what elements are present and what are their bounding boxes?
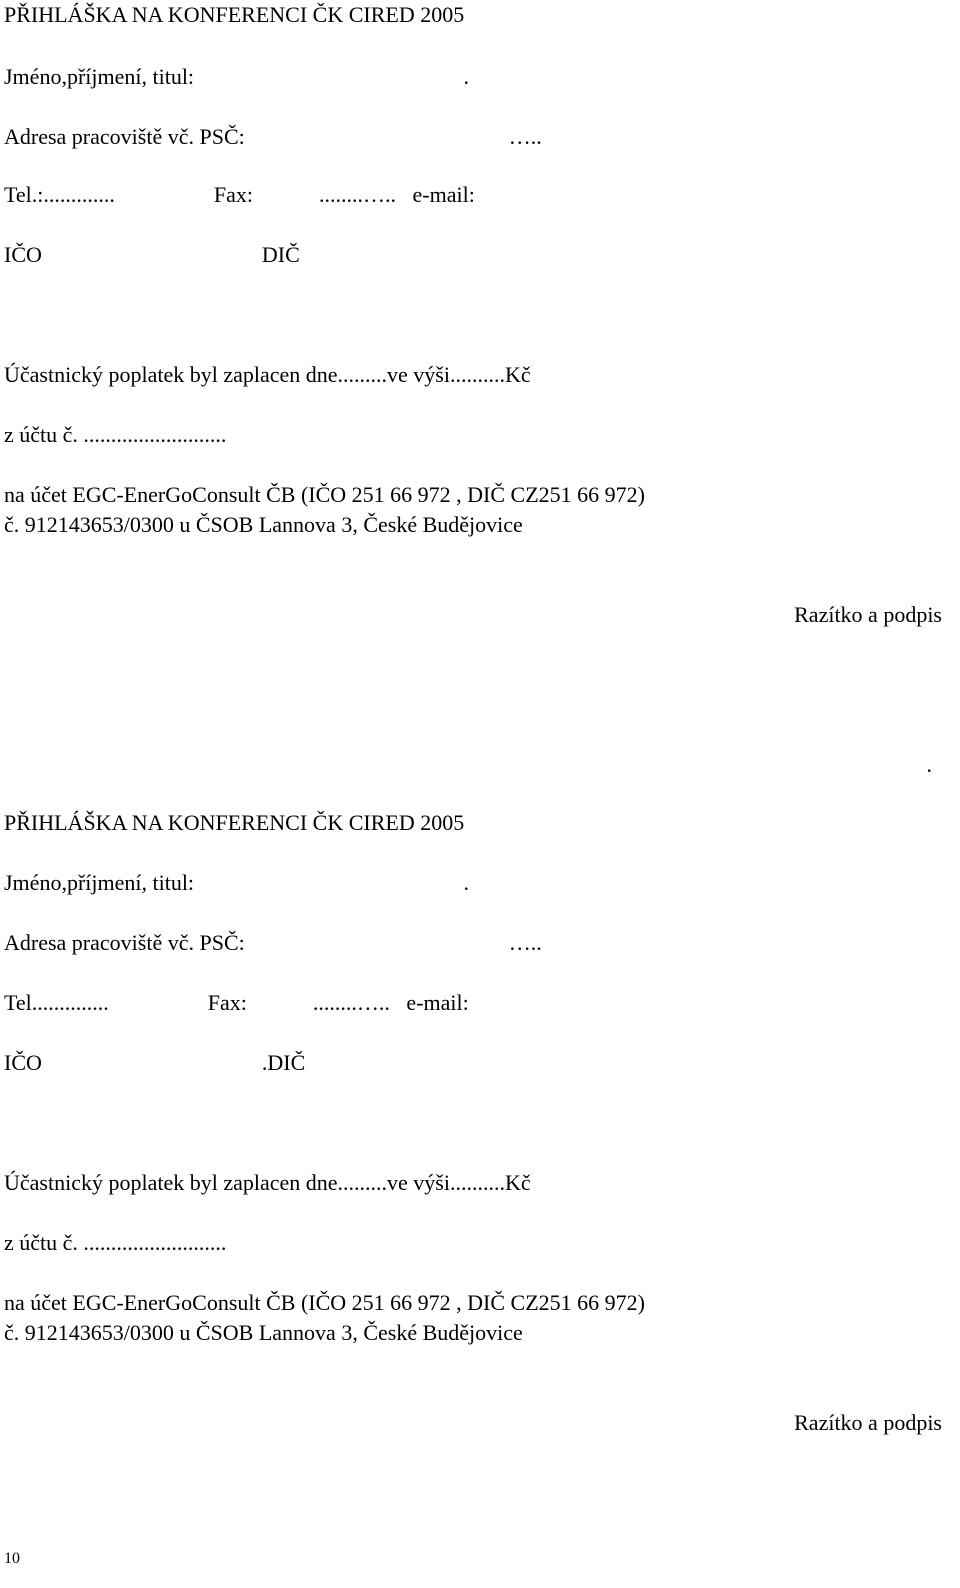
- account-line: z účtu č. ..........................: [4, 422, 227, 447]
- cut-separator: .: [30, 752, 932, 777]
- payee-line: na účet EGC-EnerGoConsult ČB (IČO 251 66 972 , DIČ CZ251 66 972): [4, 482, 645, 507]
- address-line: Adresa pracoviště vč. PSČ: …..: [4, 124, 542, 149]
- contact-line: Tel.:............. Fax: ........….. e-mail:: [4, 182, 618, 207]
- form-title: PŘIHLÁŠKA NA KONFERENCI ČK CIRED 2005: [4, 2, 465, 27]
- stamp-label: Razítko a podpis: [794, 1410, 942, 1435]
- name-line: Jméno,příjmení, titul: .: [4, 64, 470, 89]
- page-number: 10: [4, 1550, 20, 1567]
- form-title: PŘIHLÁŠKA NA KONFERENCI ČK CIRED 2005: [4, 810, 465, 835]
- payee-line: na účet EGC-EnerGoConsult ČB (IČO 251 66 972 , DIČ CZ251 66 972): [4, 1290, 645, 1315]
- payee-account-line: č. 912143653/0300 u ČSOB Lannova 3, České Budějovice: [4, 1320, 523, 1345]
- contact-line: Tel.............. Fax: ........….. e-mail:: [4, 990, 612, 1015]
- fee-line: Účastnický poplatek byl zaplacen dne.........ve výši..........Kč: [4, 362, 531, 387]
- ids-line: IČO DIČ: [4, 242, 542, 267]
- name-line: Jméno,příjmení, titul: .: [4, 870, 470, 895]
- address-line: Adresa pracoviště vč. PSČ: …..: [4, 930, 542, 955]
- stamp-label: Razítko a podpis: [794, 602, 942, 627]
- payee-account-line: č. 912143653/0300 u ČSOB Lannova 3, České Budějovice: [4, 512, 523, 537]
- ids-line: IČO .DIČ: [4, 1050, 548, 1075]
- account-line: z účtu č. ..........................: [4, 1230, 227, 1255]
- fee-line: Účastnický poplatek byl zaplacen dne.........ve výši..........Kč: [4, 1170, 531, 1195]
